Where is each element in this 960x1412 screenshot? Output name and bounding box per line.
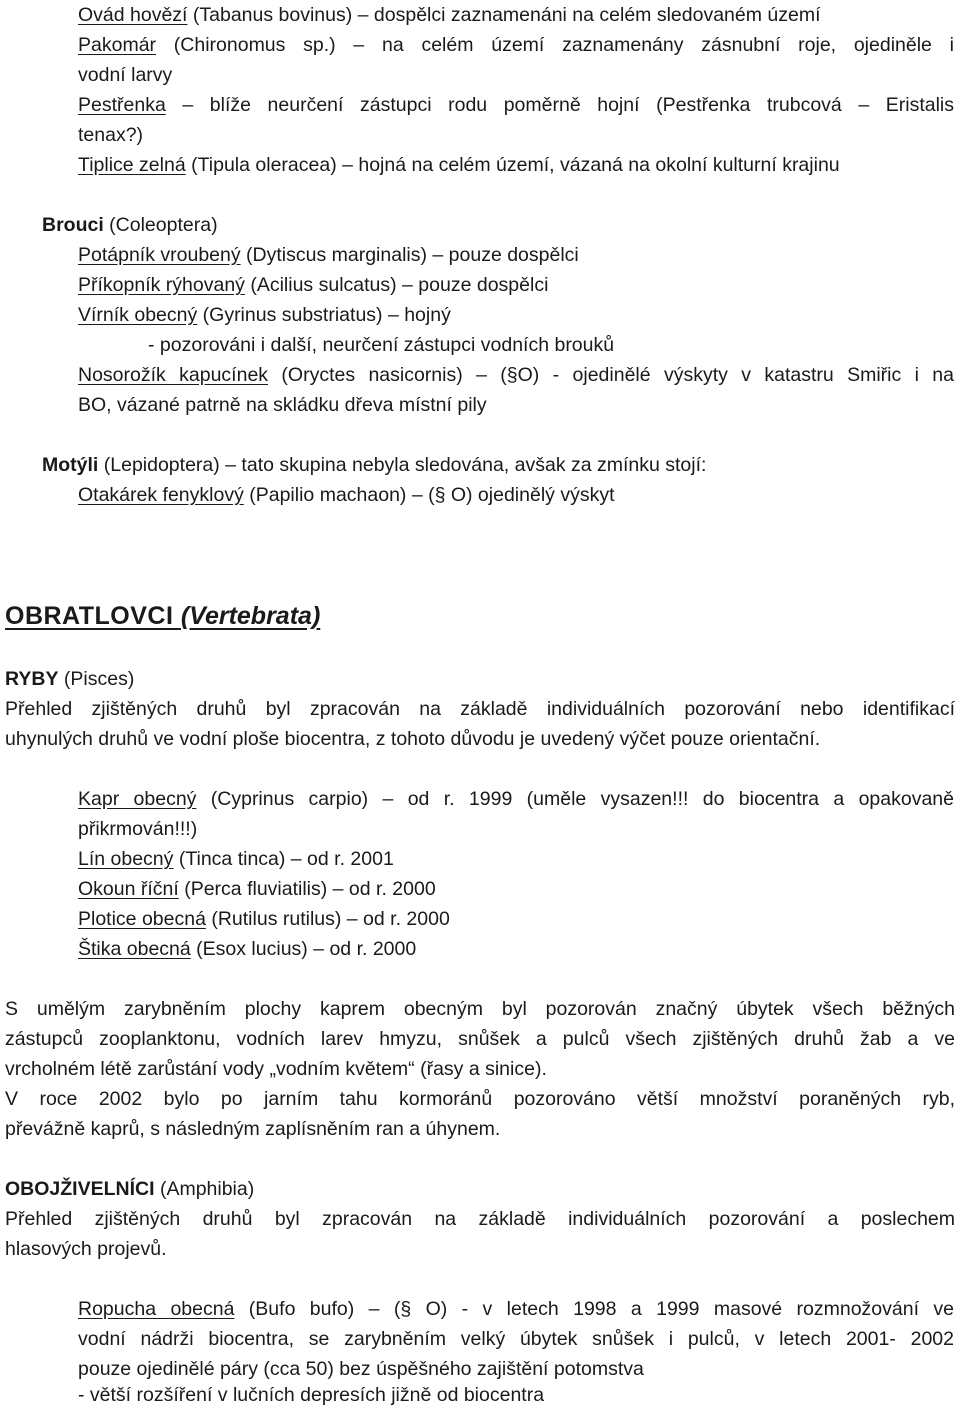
text-line-esox <box>78 934 416 964</box>
species-description: (Esox lucius) – od r. 2000 <box>190 938 417 960</box>
section-heading-lepidoptera <box>42 450 706 480</box>
species-name: Ovád hovězí <box>78 4 188 26</box>
vertebrata-heading <box>5 598 320 634</box>
species-description: (Perca fluviatilis) – od r. 2000 <box>178 878 436 900</box>
species-description: (Papilio machaon) – (§ O) ojedinělý výskyt <box>243 484 615 506</box>
text-line-cyprinus <box>78 784 954 814</box>
species-description: (Rutilus rutilus) – od r. 2000 <box>205 908 450 930</box>
species-name: Potápník vroubený <box>78 244 241 266</box>
heading-latin: (Coleoptera) <box>103 214 218 236</box>
text-line: pouze ojedinělé páry (cca 50) bez úspěšného zajištění potomstva <box>78 1358 644 1380</box>
species-name: Příkopník rýhovaný <box>78 274 245 296</box>
text-line: vrcholném létě zarůstání vody „vodním květem“ (řasy a sinice). <box>5 1058 547 1080</box>
species-description: (Gyrinus substriatus) – hojný <box>197 304 451 326</box>
text-line-rutilus <box>78 904 450 934</box>
species-name: Ropucha obecná <box>78 1298 235 1320</box>
heading-label: Brouci <box>42 214 104 236</box>
text-line-acilius <box>78 270 548 300</box>
text-line-chironomus <box>78 30 954 60</box>
text-line-perca <box>78 874 436 904</box>
text-line: přikrmován!!!) <box>78 818 198 840</box>
text-line-tinca <box>78 844 394 874</box>
text-line-tipula <box>78 150 840 180</box>
text-line: vodní larvy <box>78 64 173 86</box>
species-description: (Tabanus bovinus) – dospělci zaznamenáni na celém sledovaném území <box>187 4 821 26</box>
text-line-note: - větší rozšíření v lučních depresích jižně od biocentra <box>78 1384 545 1406</box>
species-description: (Chironomus sp.) – na celém území zaznamenány zásnubní roje, ojediněle i <box>156 34 954 56</box>
species-name: Štika obecná <box>78 938 191 960</box>
text-line: Přehled zjištěných druhů byl zpracován na základě individuálních pozorování nebo identifikací <box>5 698 955 720</box>
section-heading-pisces <box>5 664 134 694</box>
species-name: Kapr obecný <box>78 788 197 810</box>
heading-latin: (Amphibia) <box>154 1178 255 1200</box>
species-name: Nosorožík kapucínek <box>78 364 269 386</box>
species-name: Vírník obecný <box>78 304 198 326</box>
heading-label: RYBY <box>5 668 59 690</box>
text-line: zástupců zooplanktonu, vodních larev hmyzu, snůšek a pulců všech zjištěných druhů žab a ve <box>5 1028 955 1050</box>
species-description: (Acilius sulcatus) – pouze dospělci <box>244 274 549 296</box>
heading-label: OBOJŽIVELNÍCI <box>5 1178 155 1200</box>
species-description: (Dytiscus marginalis) – pouze dospělci <box>240 244 579 266</box>
species-description: (Tipula oleracea) – hojná na celém území, vázaná na okolní kulturní krajinu <box>185 154 840 176</box>
text-line: S umělým zarybněním plochy kaprem obecným byl pozorován značný úbytek všech běžných <box>5 998 955 1020</box>
section-heading-amphibia <box>5 1174 254 1204</box>
text-line: V roce 2002 bylo po jarním tahu kormoránů pozorováno větší množství poraněných ryb, <box>5 1088 955 1110</box>
species-description: – blíže neurčení zástupci rodu poměrně hojní (Pestřenka trubcová – Eristalis <box>165 94 954 116</box>
section-heading-coleoptera <box>42 210 218 240</box>
text-line-pestrenka <box>78 90 954 120</box>
species-name: Pakomár <box>78 34 157 56</box>
species-description: (Cyprinus carpio) – od r. 1999 (uměle vysazen!!! do biocentra a opakovaně <box>196 788 954 810</box>
heading-latin: (Vertebrata) <box>180 602 321 630</box>
species-name: Plotice obecná <box>78 908 206 930</box>
species-name: Otakárek fenyklový <box>78 484 244 506</box>
text-line-tabanus <box>78 0 821 30</box>
text-line: uhynulých druhů ve vodní ploše biocentra, z tohoto důvodu je uvedený výčet pouze orientační. <box>5 728 821 750</box>
text-line: vodní nádrži biocentra, se zarybněním velký úbytek snůšek i pulců, v letech 2001- 2002 <box>78 1328 954 1350</box>
heading-label: OBRATLOVCI <box>5 602 181 630</box>
heading-label: Motýli <box>42 454 99 476</box>
text-line-dytiscus <box>78 240 579 270</box>
text-line: BO, vázané patrně na skládku dřeva místní pily <box>78 394 487 416</box>
species-description: (Bufo bufo) – (§ O) - v letech 1998 a 1999 masové rozmnožování ve <box>234 1298 954 1320</box>
species-name: Tiplice zelná <box>78 154 186 176</box>
species-description: (Oryctes nasicornis) – (§O) - ojedinělé výskyty v katastru Smiřic i na <box>268 364 954 386</box>
text-line: Přehled zjištěných druhů byl zpracován na základě individuálních pozorování a poslechem <box>5 1208 955 1230</box>
heading-text: (Lepidoptera) – tato skupina nebyla sledována, avšak za zmínku stojí: <box>98 454 707 476</box>
text-line-oryctes <box>78 360 954 390</box>
species-name: Pestřenka <box>78 94 166 116</box>
text-line: tenax?) <box>78 124 144 146</box>
species-name: Okoun říční <box>78 878 179 900</box>
text-line: hlasových projevů. <box>5 1238 167 1260</box>
species-description: (Tinca tinca) – od r. 2001 <box>173 848 394 870</box>
text-line-bufo <box>78 1294 954 1324</box>
heading-latin: (Pisces) <box>58 668 135 690</box>
species-name: Lín obecný <box>78 848 174 870</box>
text-line-papilio <box>78 480 614 510</box>
text-line-gyrinus <box>78 300 451 330</box>
text-line: převážně kaprů, s následným zaplísněním ran a úhynem. <box>5 1118 501 1140</box>
text-line-note: - pozorováni i další, neurčení zástupci vodních brouků <box>148 334 615 356</box>
